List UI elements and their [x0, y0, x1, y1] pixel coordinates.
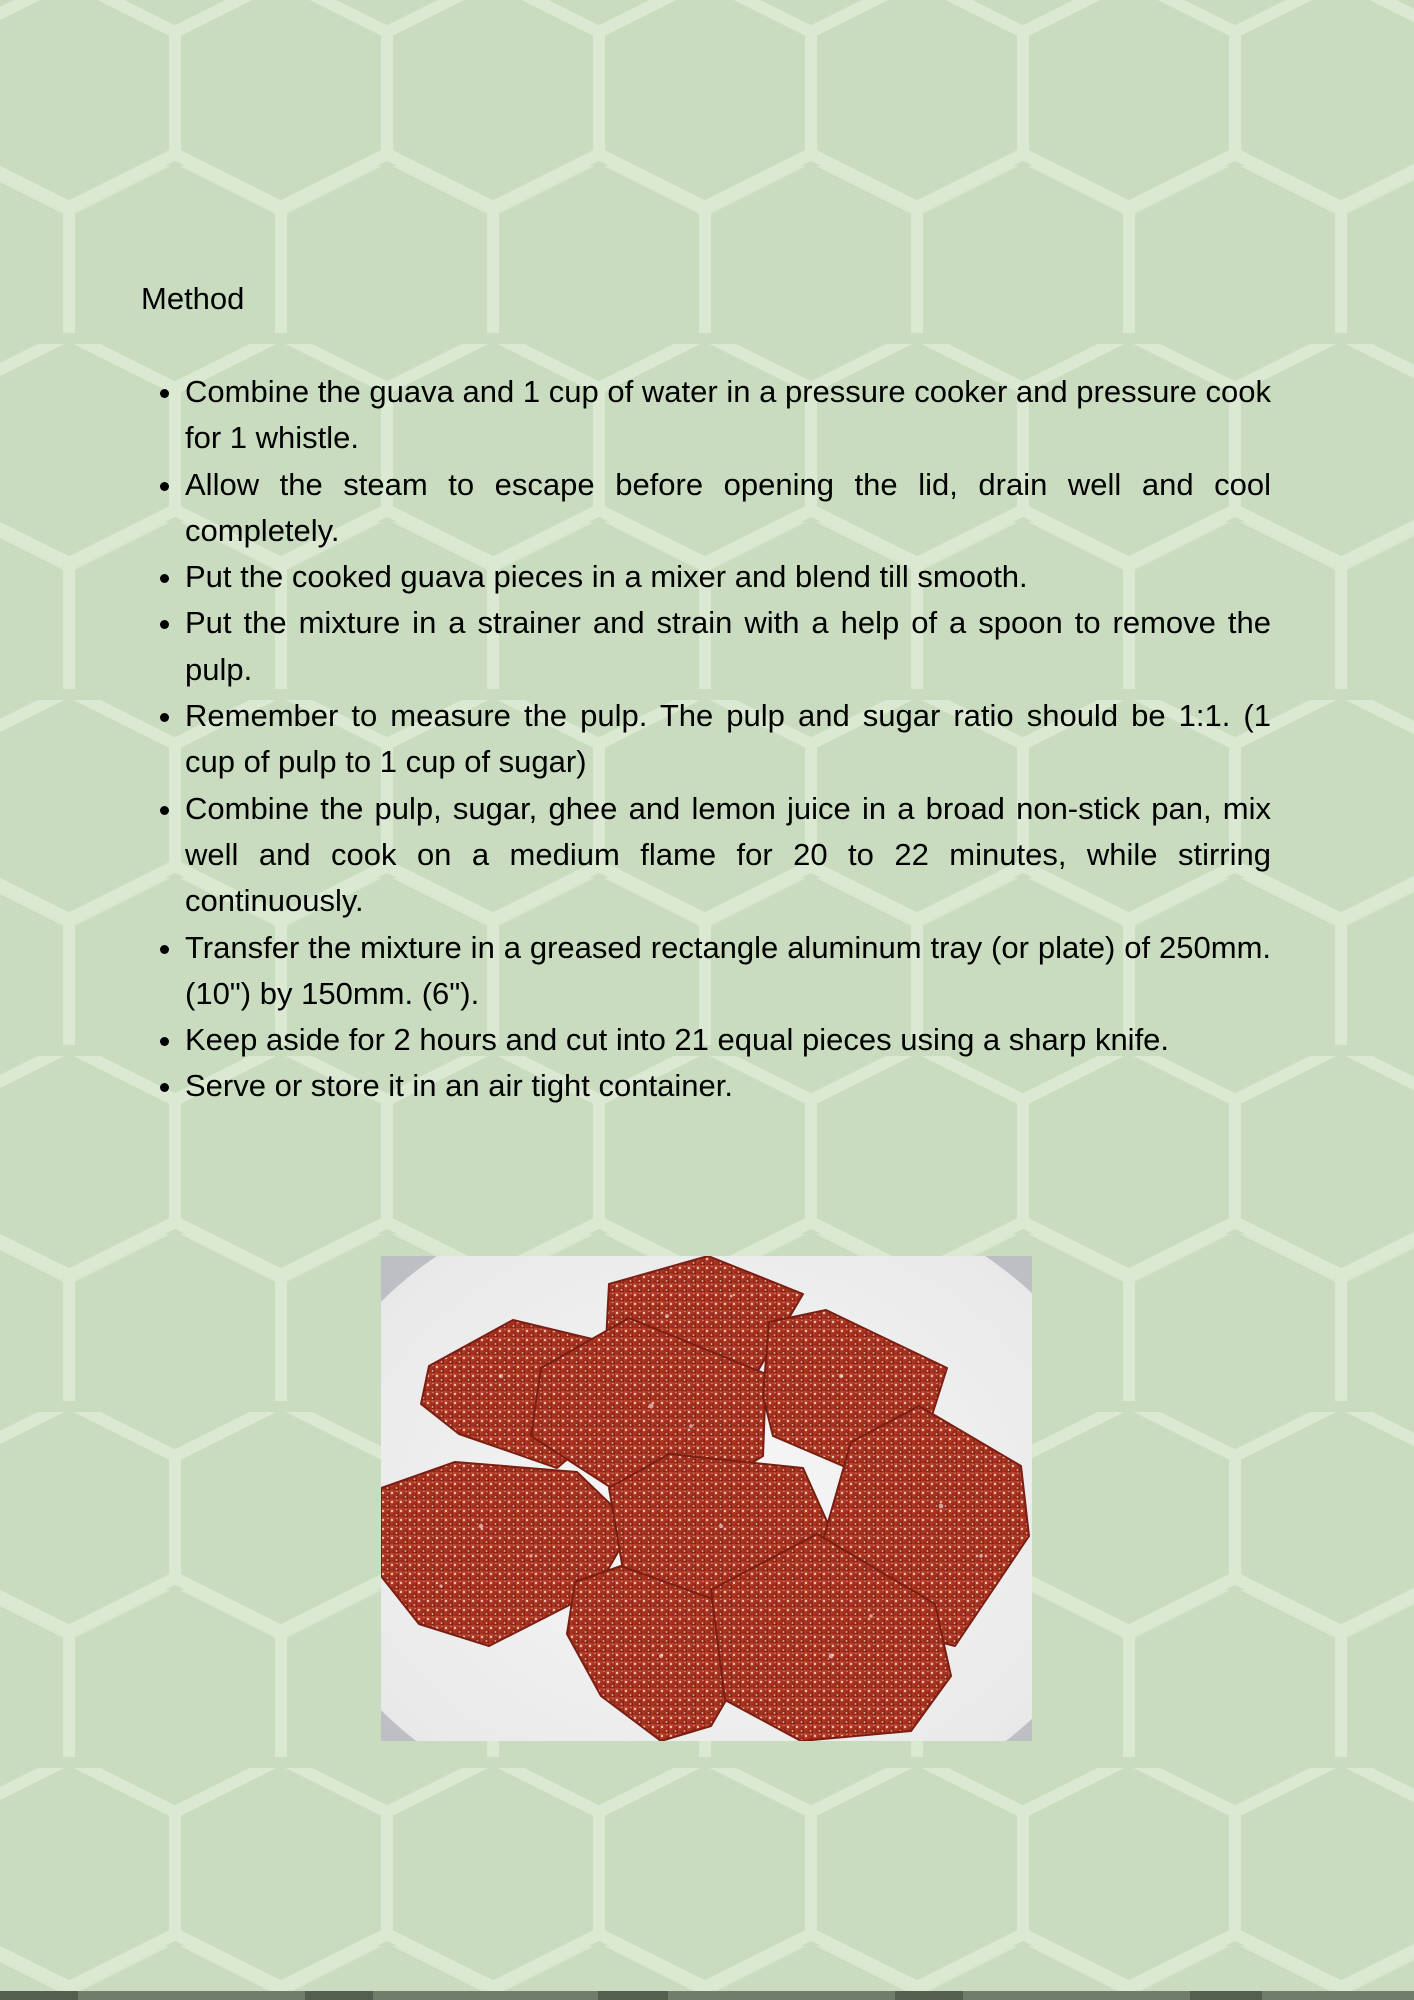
method-step: • Transfer the mixture in a greased rectangle aluminum tray (or plate) of 250mm. (10") by 150mm. (6").: [185, 925, 1271, 1018]
method-step: • Combine the guava and 1 cup of water in a pressure cooker and pressure cook for 1 whistle.: [185, 369, 1271, 462]
method-step: • Serve or store it in an air tight container.: [185, 1063, 1271, 1109]
method-step: • Put the cooked guava pieces in a mixer and blend till smooth.: [185, 554, 1271, 600]
method-step: • Keep aside for 2 hours and cut into 21 equal pieces using a sharp knife.: [185, 1017, 1271, 1063]
method-steps-list: [141, 369, 1271, 1110]
method-step: • Put the mixture in a strainer and strain with a help of a spoon to remove the pulp.: [185, 600, 1271, 693]
method-step: • Combine the pulp, sugar, ghee and lemon juice in a broad non-stick pan, mix well and cook on a medium flame for 20 to 22 minutes, while stirring continuously.: [185, 786, 1271, 925]
method-step: • Allow the steam to escape before opening the lid, drain well and cool completely.: [185, 462, 1271, 555]
method-section: [141, 278, 1271, 1110]
bottom-strip: [0, 1991, 1414, 2000]
guava-cheese-photo: [381, 1256, 1032, 1741]
method-step: • Remember to measure the pulp. The pulp and sugar ratio should be 1:1. (1 cup of pulp to 1 cup of sugar): [185, 693, 1271, 786]
method-heading: Method: [141, 281, 245, 316]
